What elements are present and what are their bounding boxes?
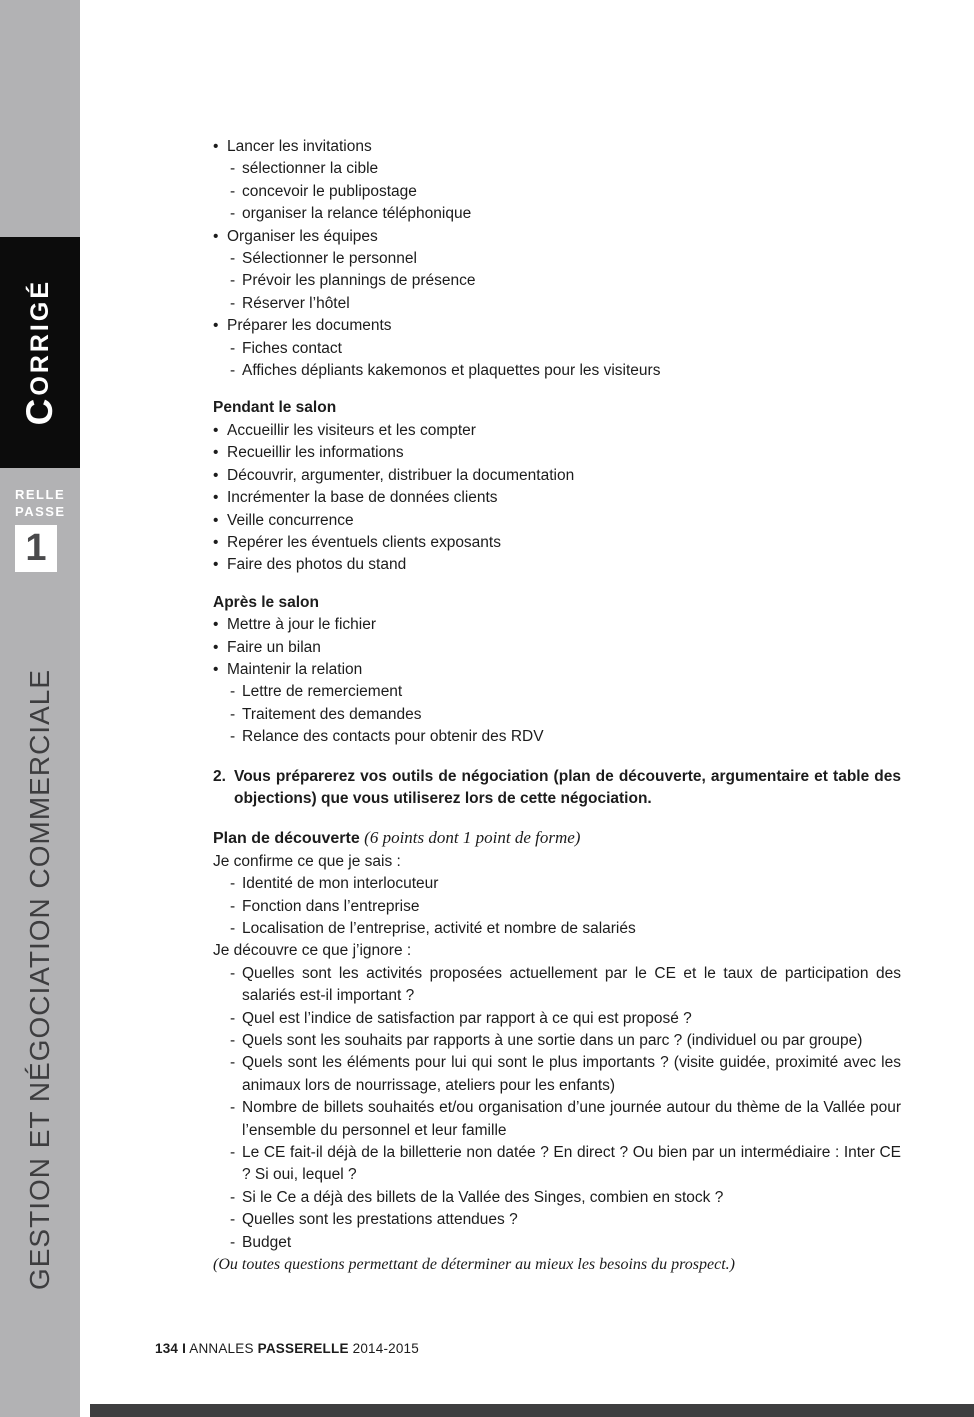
footer-edition: 2014-2015 xyxy=(352,1341,419,1356)
dash-marker: - xyxy=(230,920,236,937)
section-heading: Pendant le salon xyxy=(213,399,337,417)
list-block xyxy=(213,614,901,748)
item-text: Lancer les invitations xyxy=(227,138,372,155)
list-block xyxy=(213,873,901,940)
bullet-item xyxy=(213,442,901,464)
item-text: Quel est l’indice de satisfaction par rapport à ce qui est proposé ? xyxy=(242,1009,692,1027)
page-footer xyxy=(155,1341,419,1356)
item-text: Incrémenter la base de données clients xyxy=(227,489,498,507)
badge-line-relle: RELLE xyxy=(15,487,66,502)
bullet-item xyxy=(213,136,901,158)
dash-item xyxy=(213,704,901,726)
item-text: Budget xyxy=(242,1233,292,1251)
dash-marker: - xyxy=(230,1188,236,1206)
item-text: Fiches contact xyxy=(242,339,342,357)
question-block xyxy=(213,766,901,811)
bullet-item xyxy=(213,487,901,509)
bullet-marker: • xyxy=(213,511,219,529)
dash-item xyxy=(213,293,901,315)
closing-note: (Ou toutes questions permettant de déterminer au mieux les besoins du prospect.) xyxy=(213,1256,735,1274)
item-text: Lettre de remerciement xyxy=(242,683,403,701)
dash-item xyxy=(213,896,901,918)
subsection-heading xyxy=(213,827,901,850)
dash-marker: - xyxy=(230,182,236,200)
bullet-marker: • xyxy=(213,317,219,335)
item-text: Veille concurrence xyxy=(227,511,354,529)
item-text: Repérer les éventuels clients exposants xyxy=(227,533,501,551)
bullet-item xyxy=(213,510,901,532)
dash-marker: - xyxy=(230,160,236,178)
item-text: organiser la relance téléphonique xyxy=(242,205,472,223)
bullet-item xyxy=(213,420,901,442)
item-text: Réserver l’hôtel xyxy=(242,294,350,312)
dash-item xyxy=(213,360,901,382)
dash-marker: - xyxy=(230,1032,236,1050)
dash-item xyxy=(213,1187,901,1209)
bullet-item xyxy=(213,614,901,636)
badge-number: 1 xyxy=(25,527,47,569)
corrige-rest: ORRIGÉ xyxy=(26,279,54,396)
item-text: Traitement des demandes xyxy=(242,705,422,723)
bullet-marker: • xyxy=(213,227,219,245)
dash-item xyxy=(213,1008,901,1030)
bullet-item xyxy=(213,315,901,337)
dash-item xyxy=(213,726,901,748)
bullet-item xyxy=(213,226,901,248)
dash-item xyxy=(213,1209,901,1231)
item-text: Sélectionner le personnel xyxy=(242,250,417,268)
dash-item xyxy=(213,918,901,940)
bullet-item xyxy=(213,465,901,487)
dash-item xyxy=(213,338,901,360)
subsection-title: Plan de découverte xyxy=(213,830,365,848)
question-text: Vous préparerez vos outils de négociation (plan de découverte, argumentaire et table des objections) que vous utiliserez lors de cette négociation. xyxy=(234,767,901,807)
bullet-marker: • xyxy=(213,533,219,551)
dash-item xyxy=(213,158,901,180)
chapter-title-text: GESTION ET NÉGOCIATION COMMERCIALE xyxy=(24,669,55,1291)
dash-item xyxy=(213,181,901,203)
item-text: concevoir le publipostage xyxy=(242,182,417,200)
dash-marker: - xyxy=(230,250,236,268)
dash-item xyxy=(213,963,901,1008)
item-text: Organiser les équipes xyxy=(227,227,378,245)
item-text: Accueillir les visiteurs et les compter xyxy=(227,421,476,439)
item-text: Nombre de billets souhaités et/ou organisation d’une journée autour du thème de la Vallée pour l’ensemble du personnel et leur famille xyxy=(242,1099,901,1139)
item-text: Si le Ce a déjà des billets de la Vallée des Singes, combien en stock ? xyxy=(242,1188,724,1206)
badge-number-box xyxy=(15,525,57,572)
bullet-marker: • xyxy=(213,638,219,656)
passerelle-badge xyxy=(0,486,80,572)
item-text: Le CE fait-il déjà de la billetterie non datée ? En direct ? Ou bien par un intermédiaire : Inter CE ? Si oui, lequel ? xyxy=(242,1144,901,1184)
footer-brand: PASSERELLE xyxy=(257,1341,349,1356)
bullet-item xyxy=(213,659,901,681)
dash-marker: - xyxy=(230,705,236,723)
item-text: sélectionner la cible xyxy=(242,160,379,178)
list-block xyxy=(213,136,901,382)
corrige-initial: C xyxy=(19,395,60,426)
bullet-marker: • xyxy=(213,489,219,507)
bullet-marker: • xyxy=(213,556,219,574)
dash-marker: - xyxy=(230,272,236,290)
page-number: 134 xyxy=(155,1341,179,1356)
dash-marker: - xyxy=(230,1099,236,1117)
item-text: Quels sont les éléments pour lui qui sont le plus importants ? (visite guidée, proximité avec les animaux lors de nourrissage, ateliers pour les enfants) xyxy=(242,1054,901,1094)
item-text: Affiches dépliants kakemonos et plaquettes pour les visiteurs xyxy=(242,362,661,380)
bullet-marker: • xyxy=(213,138,219,155)
bullet-item xyxy=(213,554,901,576)
dash-marker: - xyxy=(230,362,236,380)
item-text: Identité de mon interlocuteur xyxy=(242,875,439,893)
dash-marker: - xyxy=(230,339,236,357)
item-text: Recueillir les informations xyxy=(227,444,404,462)
dash-item xyxy=(213,270,901,292)
badge-line-passe: PASSE xyxy=(15,504,66,519)
bullet-marker: • xyxy=(213,444,219,462)
footer-separator: I xyxy=(182,1341,187,1356)
list-block xyxy=(213,963,901,1254)
item-text: Localisation de l’entreprise, activité et nombre de salariés xyxy=(242,920,636,937)
bullet-marker: • xyxy=(213,616,219,634)
dash-marker: - xyxy=(230,1144,236,1162)
item-text: Quelles sont les activités proposées actuellement par le CE et le taux de participation des salariés est-il important ? xyxy=(242,964,901,1005)
dash-item xyxy=(213,1030,901,1052)
corrige-box xyxy=(0,237,80,468)
list-block xyxy=(213,420,901,577)
corrige-label xyxy=(19,279,61,425)
bottom-bar xyxy=(90,1404,974,1417)
bullet-item xyxy=(213,637,901,659)
bullet-marker: • xyxy=(213,421,219,439)
bullet-item xyxy=(213,532,901,554)
dash-marker: - xyxy=(230,205,236,223)
dash-item xyxy=(213,1232,901,1254)
dash-marker: - xyxy=(230,1054,236,1072)
item-text: Découvrir, argumenter, distribuer la documentation xyxy=(227,466,575,484)
item-text: Faire un bilan xyxy=(227,638,321,656)
paragraph: Je confirme ce que je sais : xyxy=(213,852,401,870)
dash-item xyxy=(213,681,901,703)
dash-marker: - xyxy=(230,728,236,746)
dash-item xyxy=(213,1097,901,1142)
content-blocks xyxy=(213,136,901,1277)
dash-marker: - xyxy=(230,683,236,701)
bullet-marker: • xyxy=(213,466,219,484)
dash-marker: - xyxy=(230,1233,236,1251)
dash-marker: - xyxy=(230,875,236,893)
item-text: Préparer les documents xyxy=(227,317,392,335)
dash-item xyxy=(213,248,901,270)
item-text: Faire des photos du stand xyxy=(227,556,407,574)
item-text: Prévoir les plannings de présence xyxy=(242,272,476,290)
item-text: Maintenir la relation xyxy=(227,660,363,678)
points-note: (6 points dont 1 point de forme) xyxy=(364,828,581,848)
dash-item xyxy=(213,1142,901,1187)
sidebar-spine xyxy=(0,0,80,1417)
item-text: Mettre à jour le fichier xyxy=(227,616,377,634)
bullet-marker: • xyxy=(213,660,219,678)
dash-marker: - xyxy=(230,1009,236,1027)
dash-marker: - xyxy=(230,1211,236,1229)
question-number: 2. xyxy=(213,767,226,785)
dash-item xyxy=(213,873,901,895)
dash-item xyxy=(213,1052,901,1097)
chapter-vertical-title xyxy=(0,606,80,1354)
item-text: Quelles sont les prestations attendues ? xyxy=(242,1211,518,1229)
footer-label: ANNALES xyxy=(189,1341,254,1356)
dash-marker: - xyxy=(230,964,236,982)
item-text: Quels sont les souhaits par rapports à une sortie dans un parc ? (individuel ou par groupe) xyxy=(242,1032,863,1050)
dash-marker: - xyxy=(230,294,236,312)
item-text: Relance des contacts pour obtenir des RDV xyxy=(242,728,544,746)
paragraph: Je découvre ce que j’ignore : xyxy=(213,942,412,960)
dash-marker: - xyxy=(230,897,236,915)
dash-item xyxy=(213,203,901,225)
item-text: Fonction dans l’entreprise xyxy=(242,897,420,915)
section-heading: Après le salon xyxy=(213,593,319,611)
